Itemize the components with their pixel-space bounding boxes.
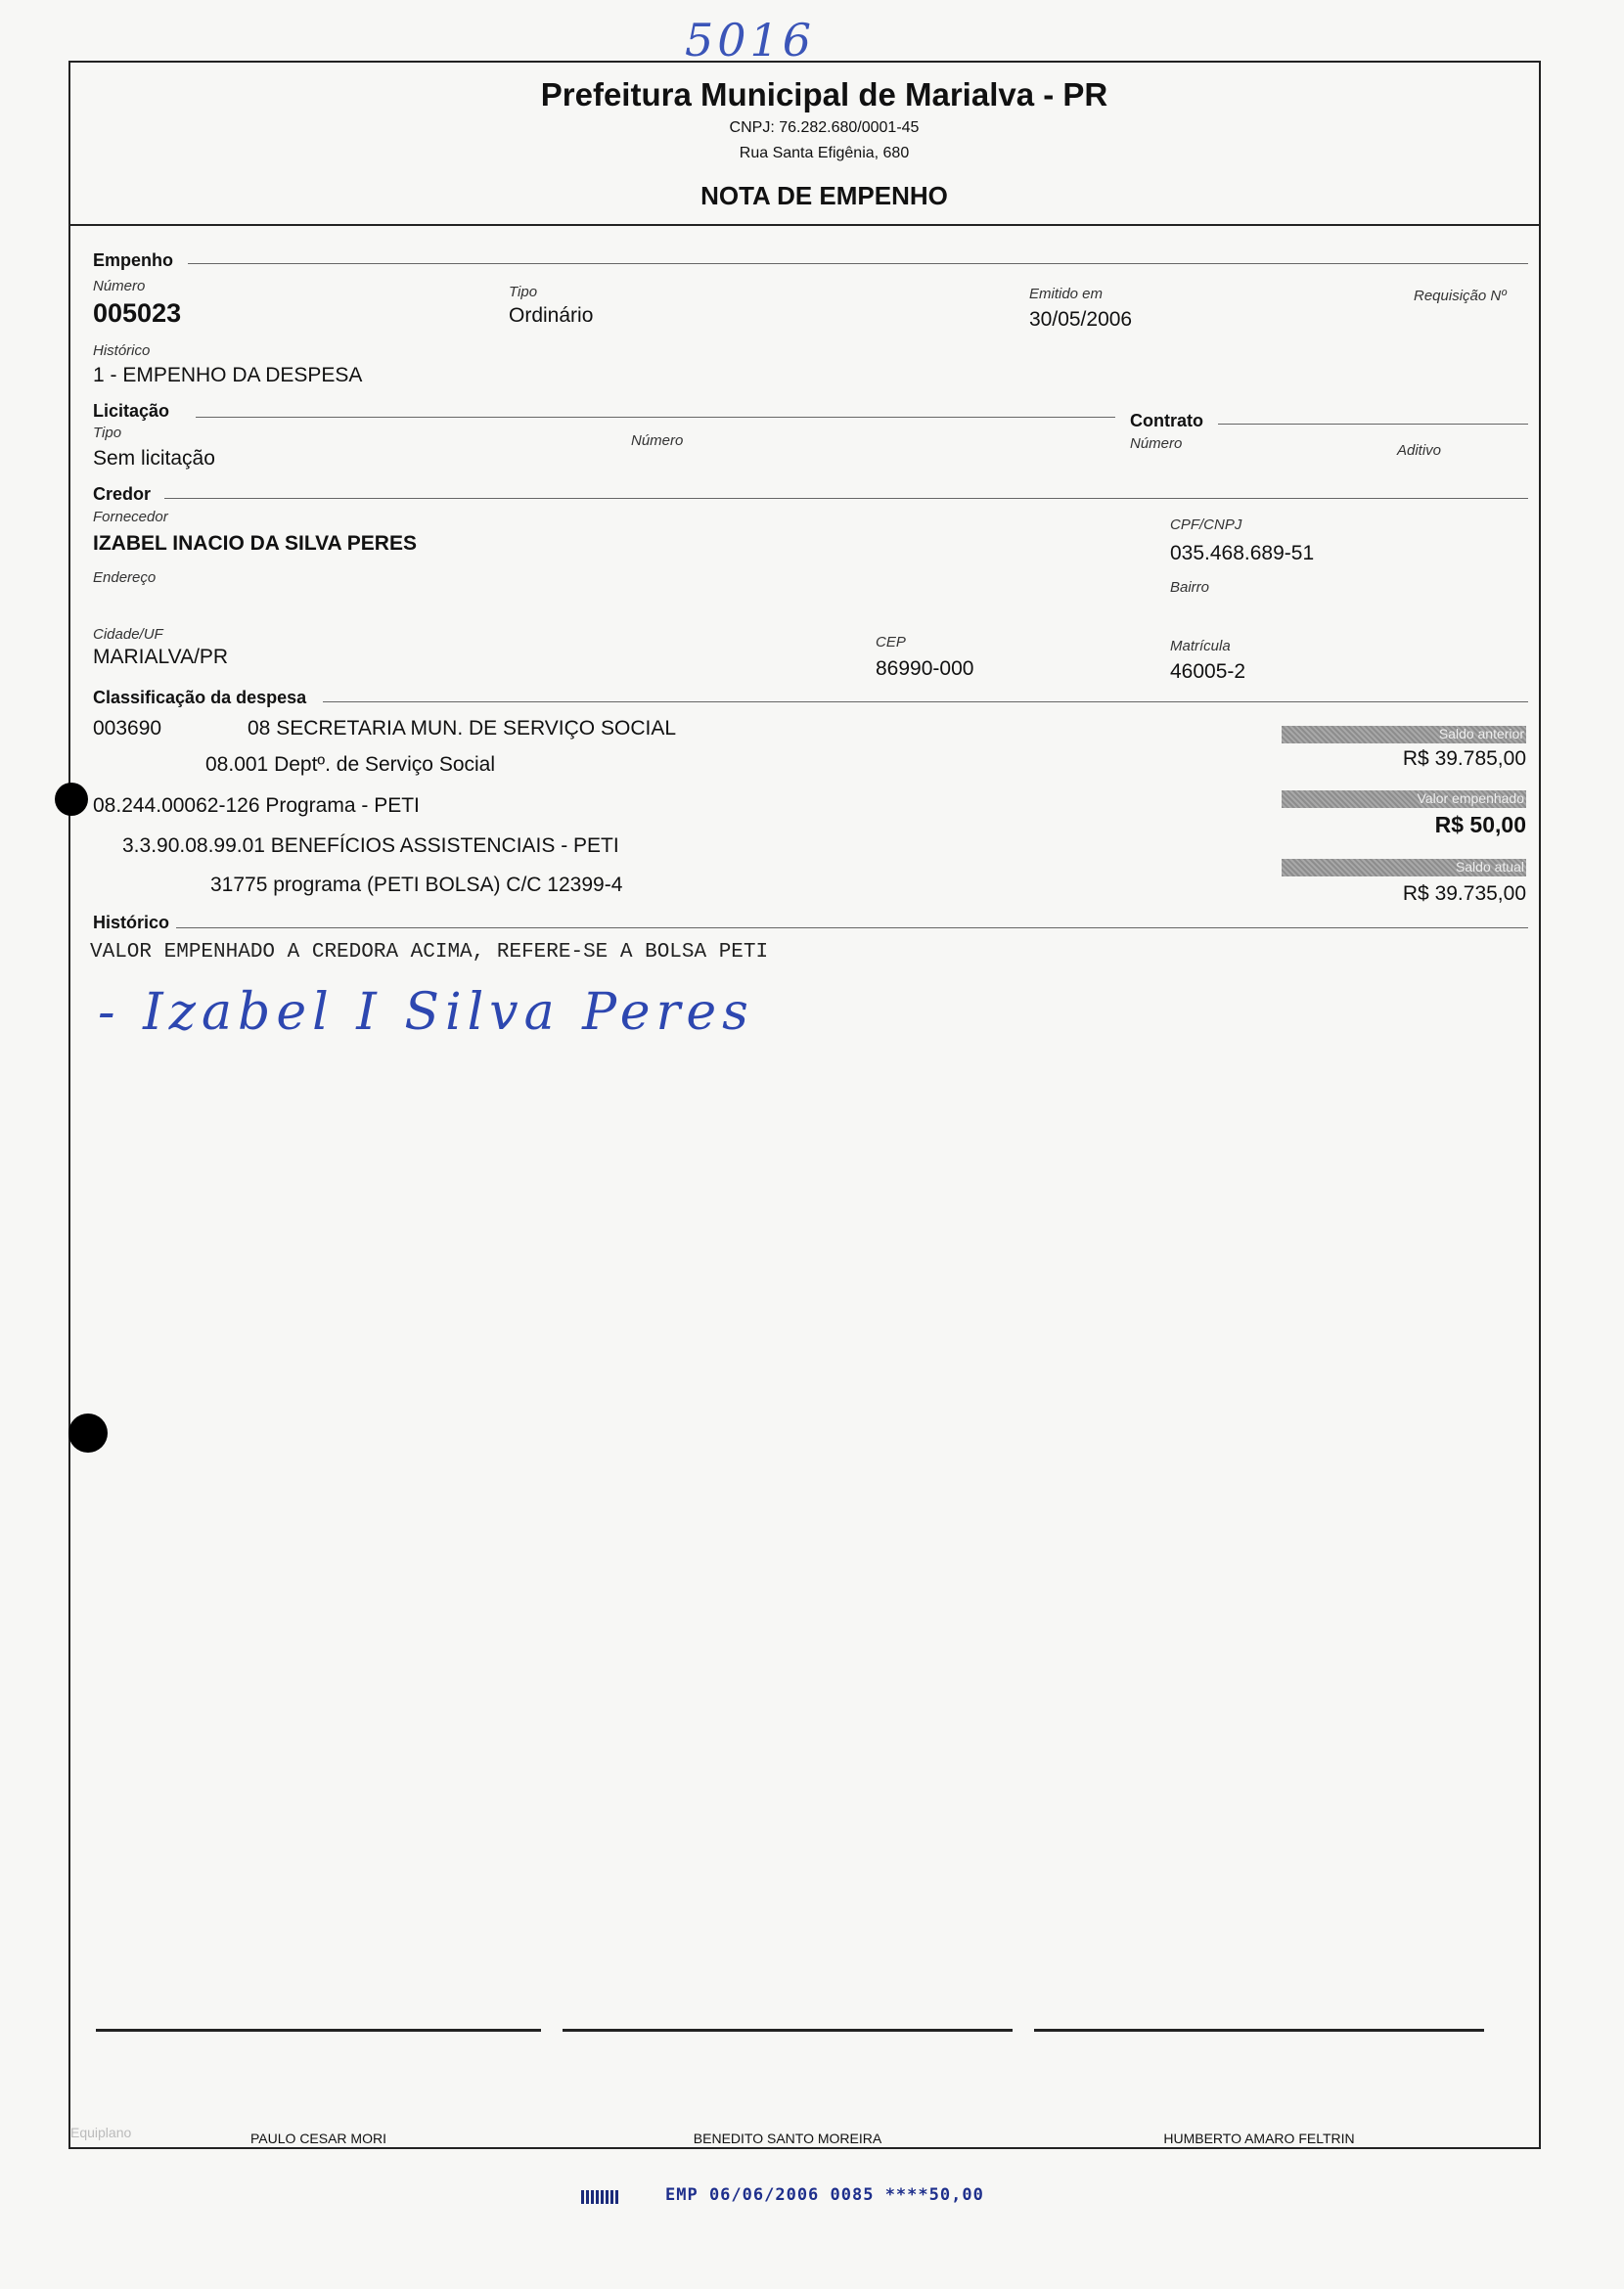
requisicao-label: Requisição Nº — [1414, 288, 1507, 304]
handwritten-number: 5016 — [685, 14, 816, 67]
valor-empenhado-label: Valor empenhado — [1417, 790, 1524, 806]
handwritten-signature: - Izabel I Silva Peres — [98, 983, 754, 1042]
section-rule — [188, 263, 1528, 264]
historico-text: VALOR EMPENHADO A CREDORA ACIMA, REFERE-SE A BOLSA PETI — [90, 941, 769, 964]
classificacao-line: 08.244.00062-126 Programa - PETI — [93, 794, 420, 817]
punch-hole — [55, 783, 88, 816]
signature-line — [563, 2029, 1013, 2032]
bottom-stamp: EMP 06/06/2006 0085 ****50,00 — [665, 2185, 984, 2205]
signatory-name: BENEDITO SANTO MOREIRA — [693, 2131, 882, 2146]
signature-line — [1034, 2029, 1484, 2032]
classificacao-line: 3.3.90.08.99.01 BENEFÍCIOS ASSISTENCIAIS - PETI — [122, 834, 619, 857]
section-rule — [323, 701, 1528, 702]
licitacao-tipo-label: Tipo — [93, 425, 122, 441]
signatory-name: PAULO CESAR MORI — [250, 2131, 386, 2146]
matricula-value: 46005-2 — [1170, 660, 1246, 683]
section-rule — [1218, 424, 1528, 425]
saldo-anterior-label: Saldo anterior — [1438, 726, 1524, 741]
cnpj-text: CNPJ: 76.282.680/0001-45 — [729, 119, 920, 136]
licitacao-tipo: Sem licitação — [93, 447, 215, 470]
contrato-numero-label: Número — [1130, 435, 1183, 452]
section-licitacao: Licitação — [93, 401, 170, 421]
historico-label: Histórico — [93, 342, 151, 359]
fornecedor-name: IZABEL INACIO DA SILVA PERES — [93, 532, 417, 555]
cidade-value: MARIALVA/PR — [93, 646, 229, 668]
signatory-name: HUMBERTO AMARO FELTRIN — [1163, 2131, 1355, 2146]
valor-empenhado-value: R$ 50,00 — [1434, 812, 1526, 837]
tipo-label: Tipo — [509, 284, 538, 300]
footer-mark: Equiplano — [70, 2125, 132, 2140]
matricula-label: Matrícula — [1170, 638, 1231, 654]
document-title: NOTA DE EMPENHO — [700, 181, 948, 210]
address-text: Rua Santa Efigênia, 680 — [739, 145, 910, 161]
empenho-tipo: Ordinário — [509, 304, 594, 327]
empenho-number: 005023 — [93, 298, 182, 328]
empenho-historico: 1 - EMPENHO DA DESPESA — [93, 364, 363, 386]
classificacao-line: 08.001 Deptº. de Serviço Social — [205, 753, 496, 776]
page-title: Prefeitura Municipal de Marialva - PR — [540, 76, 1108, 112]
cpf-label: CPF/CNPJ — [1170, 516, 1242, 533]
contrato-aditivo-label: Aditivo — [1397, 442, 1442, 459]
cidade-label: Cidade/UF — [93, 626, 163, 643]
saldo-anterior-value: R$ 39.785,00 — [1402, 747, 1526, 770]
saldo-atual-value: R$ 39.735,00 — [1402, 882, 1526, 905]
section-contrato: Contrato — [1130, 411, 1203, 430]
saldo-atual-label: Saldo atual — [1455, 859, 1524, 875]
header-separator — [68, 224, 1541, 226]
section-historico: Histórico — [93, 913, 170, 932]
cpf-value: 035.468.689-51 — [1170, 542, 1315, 564]
classificacao-line: 31775 programa (PETI BOLSA) C/C 12399-4 — [210, 874, 623, 896]
emitido-label: Emitido em — [1029, 286, 1104, 302]
cep-label: CEP — [876, 634, 906, 651]
section-rule — [176, 927, 1528, 928]
bairro-label: Bairro — [1170, 579, 1210, 596]
section-empenho: Empenho — [93, 250, 174, 270]
section-classificacao: Classificação da despesa — [93, 688, 307, 707]
stamp-logo — [581, 2190, 618, 2204]
section-credor: Credor — [93, 484, 152, 504]
classificacao-line: 08 SECRETARIA MUN. DE SERVIÇO SOCIAL — [248, 717, 677, 740]
section-rule — [196, 417, 1115, 418]
emitido-date: 30/05/2006 — [1029, 308, 1133, 331]
classificacao-code: 003690 — [93, 717, 162, 740]
punch-hole — [68, 1414, 108, 1453]
endereco-label: Endereço — [93, 569, 157, 586]
licitacao-numero-label: Número — [631, 432, 684, 449]
cep-value: 86990-000 — [876, 657, 974, 680]
numero-label: Número — [93, 278, 146, 294]
section-rule — [164, 498, 1528, 499]
signature-line — [96, 2029, 541, 2032]
fornecedor-label: Fornecedor — [93, 509, 168, 525]
